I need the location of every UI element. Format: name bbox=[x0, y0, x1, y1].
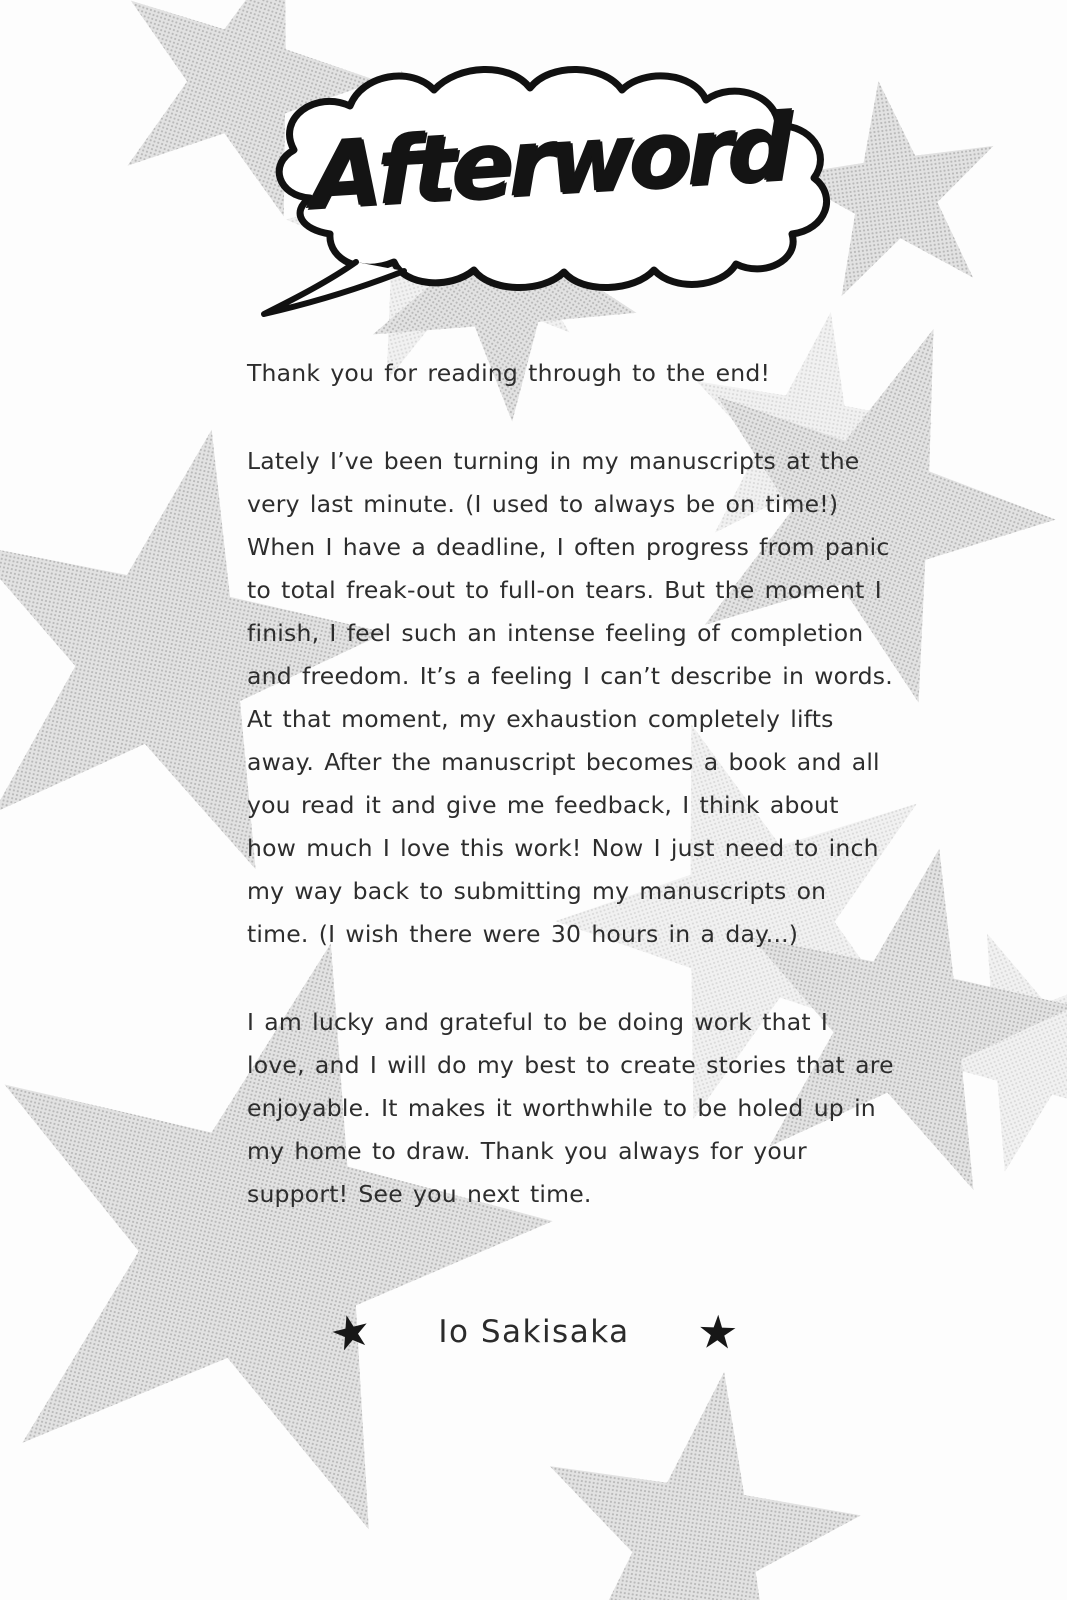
body-text bbox=[247, 352, 895, 1216]
halftone-star bbox=[519, 1347, 879, 1600]
star-icon: ★ bbox=[324, 1300, 378, 1364]
star-icon: ★ bbox=[695, 1304, 739, 1360]
speech-bubble bbox=[244, 56, 854, 336]
paragraph: Lately I’ve been turning in my manuscripts at the very last minute. (I used to always be on time!) When I have a deadline, I often progress from panic to total freak-out to full-on tears. But the moment I finish, I feel such an intense feeling of completion and freedom. It’s a feeling I can’t describe in words. At that moment, my exhaustion completely lifts away. After the manuscript becomes a book and all you read it and give me feedback, I think about how much I love this work! Now I just need to inch my way back to submitting my manuscripts on time. (I wish there were 30 hours in a day...) bbox=[247, 447, 893, 948]
author-name: Io Sakisaka bbox=[438, 1314, 630, 1350]
page-title: Afterword bbox=[309, 93, 789, 230]
paragraph: Thank you for reading through to the end! bbox=[247, 359, 771, 387]
paragraph: I am lucky and grateful to be doing work that I love, and I will do my best to create stories that are enjoyable. It makes it worthwhile to be holed up in my home to draw. Thank you always for your support! See you next time. bbox=[247, 1008, 894, 1208]
author-signature bbox=[324, 1300, 739, 1364]
